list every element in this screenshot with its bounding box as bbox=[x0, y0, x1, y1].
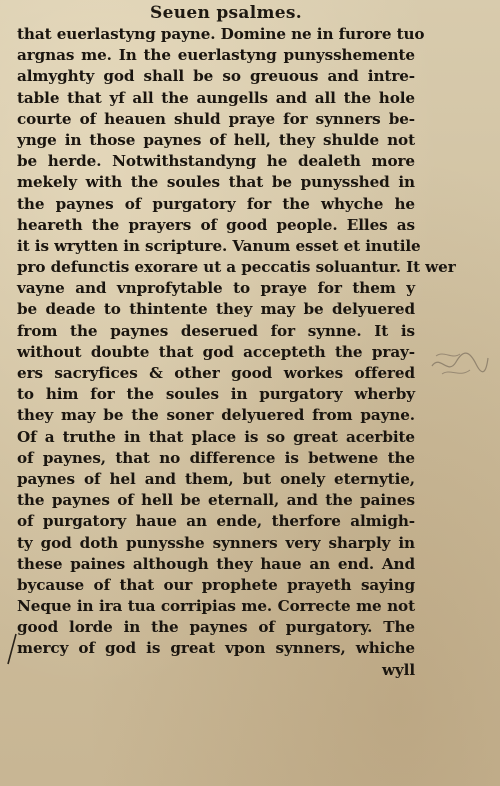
text-line: the paynes of hell be eternall, and the paines bbox=[17, 491, 415, 510]
pen-scribble-icon bbox=[430, 348, 490, 378]
handwritten-marginalia bbox=[422, 322, 496, 422]
text-line: almyghty god shall be so greuous and intre- bbox=[17, 67, 415, 86]
text-line: without doubte that god accepteth the pray- bbox=[17, 342, 415, 361]
text-line: pro defunctis exorare ut a peccatis soluantur. It wer bbox=[17, 258, 456, 277]
text-line: it is wrytten in scripture. Vanum esset et inutile bbox=[17, 236, 421, 255]
text-line: vayne and vnprofytable to praye for them y bbox=[17, 279, 415, 298]
text-line: to him for the soules in purgatory wherby bbox=[17, 385, 415, 404]
text-line: that euerlastyng payne. Domine ne in furore tuo bbox=[17, 25, 425, 43]
text-line: mercy of god is great vpon synners, whiche bbox=[17, 639, 415, 658]
catchword: wyll bbox=[381, 660, 415, 679]
text-line: courte of heauen shuld praye for synners be- bbox=[17, 109, 415, 128]
text-line: of purgatory haue an ende, therfore almigh- bbox=[17, 512, 415, 531]
text-line: ty god doth punysshe synners very sharply in bbox=[17, 533, 415, 552]
text-line: from the paynes deserued for synne. It is bbox=[17, 321, 415, 340]
text-line: argnas me. In the euerlastyng punysshemente bbox=[17, 46, 415, 65]
text-line: bycause of that our prophete prayeth saying bbox=[17, 575, 415, 594]
text-line: of paynes, that no difference is betwene the bbox=[17, 448, 415, 467]
text-line: the paynes of purgatory for the whyche he bbox=[17, 194, 415, 213]
running-head: Seuen psalmes. bbox=[150, 3, 302, 23]
text-line: Of a truthe in that place is so great acerbite bbox=[17, 427, 415, 446]
text-line: Neque in ira tua corripias me. Correcte me not bbox=[17, 597, 415, 616]
text-line: good lorde in the paynes of purgatory. The bbox=[17, 618, 415, 637]
text-line: mekely with the soules that be punysshed in bbox=[17, 173, 415, 192]
text-line: heareth the prayers of good people. Elles as bbox=[17, 215, 415, 234]
text-line: ers sacryfices & other good workes offered bbox=[17, 364, 415, 382]
text-line: ynge in those paynes of hell, they shulde not bbox=[17, 130, 415, 149]
text-line: they may be the soner delyuered from payne. bbox=[17, 406, 415, 425]
text-line: be herde. Notwithstandyng he dealeth more bbox=[17, 152, 415, 171]
text-line: paynes of hel and them, but onely eternytie, bbox=[17, 469, 415, 488]
margin-pen-stroke-icon bbox=[4, 632, 20, 666]
text-line: be deade to thintente they may be delyuered bbox=[17, 300, 415, 319]
text-line: these paines although they haue an end. And bbox=[17, 554, 415, 573]
text-line: table that yf all the aungells and all the hole bbox=[17, 88, 415, 107]
text-block bbox=[17, 24, 456, 681]
